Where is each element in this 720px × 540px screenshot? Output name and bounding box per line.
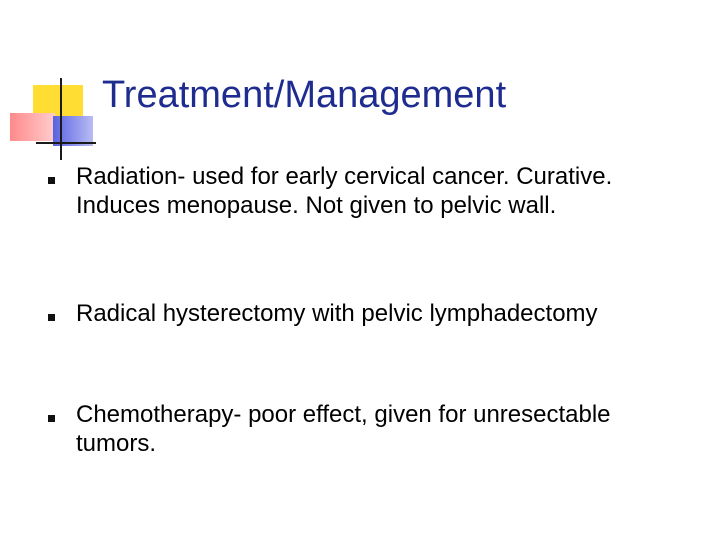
square-bullet-icon [48,314,55,321]
bullet-text: Radiation- used for early cervical cancer. Curative. Induces menopause. Not given to pelvic wall. [76,163,613,219]
square-bullet-icon [48,415,55,422]
vertical-line-decoration [60,78,62,160]
slide-title: Treatment/Management [102,74,507,116]
bullet-text: Radical hysterectomy with pelvic lymphadectomy [76,300,598,327]
square-bullet-icon [48,177,55,184]
bullet-text: Chemotherapy- poor effect, given for unresectable tumors. [76,401,611,457]
red-bar-decoration [10,113,55,141]
horizontal-line-decoration [36,142,96,144]
